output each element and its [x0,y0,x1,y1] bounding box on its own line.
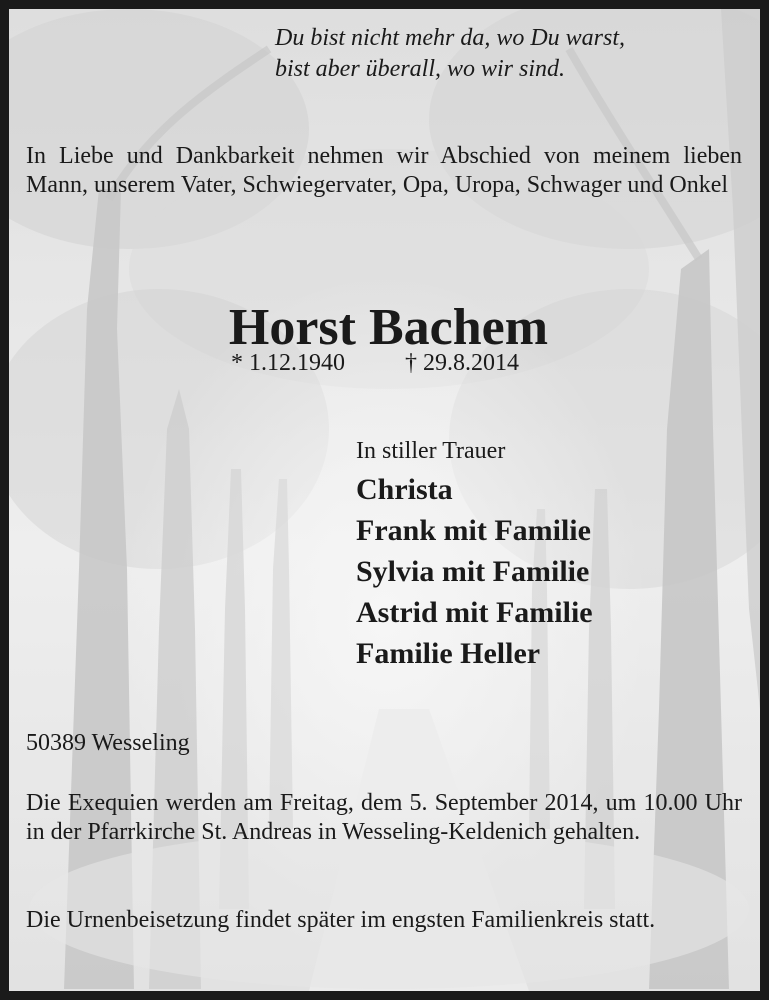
mourner-name: Astrid mit Familie [356,596,593,629]
funeral-service-text: Die Exequien werden am Freitag, dem 5. September 2014, um 10.00 Uhr in der Pfarrkirche St. Andreas in Wesseling-Keldenich gehalten. [26,790,742,845]
mourner-name: Christa [356,473,453,506]
mourner-name: Frank mit Familie [356,514,591,547]
deceased-name: Horst Bachem [228,299,549,356]
quote-line-1: Du bist nicht mehr da, wo Du warst, [275,25,626,51]
city-postcode: 50389 Wesseling [26,730,190,756]
mourning-heading: In stiller Trauer [356,438,506,464]
memorial-quote [275,23,625,85]
mourner-name: Familie Heller [356,637,541,670]
mourner-name: Sylvia mit Familie [356,555,590,588]
notice-content [9,9,760,991]
mourners-list [356,436,593,674]
quote-line-2: bist aber überall, wo wir sind. [275,56,566,82]
birth-date: * 1.12.1940 [231,350,345,376]
urn-burial-text: Die Urnenbeisetzung findet später im engsten Familienkreis statt. [26,907,656,933]
farewell-intro-text: In Liebe und Dankbarkeit nehmen wir Abschied von meinem lieben Mann, unserem Vater, Schwiegervater, Opa, Uropa, Schwager und Onkel [26,143,742,198]
death-date: † 29.8.2014 [405,350,519,376]
